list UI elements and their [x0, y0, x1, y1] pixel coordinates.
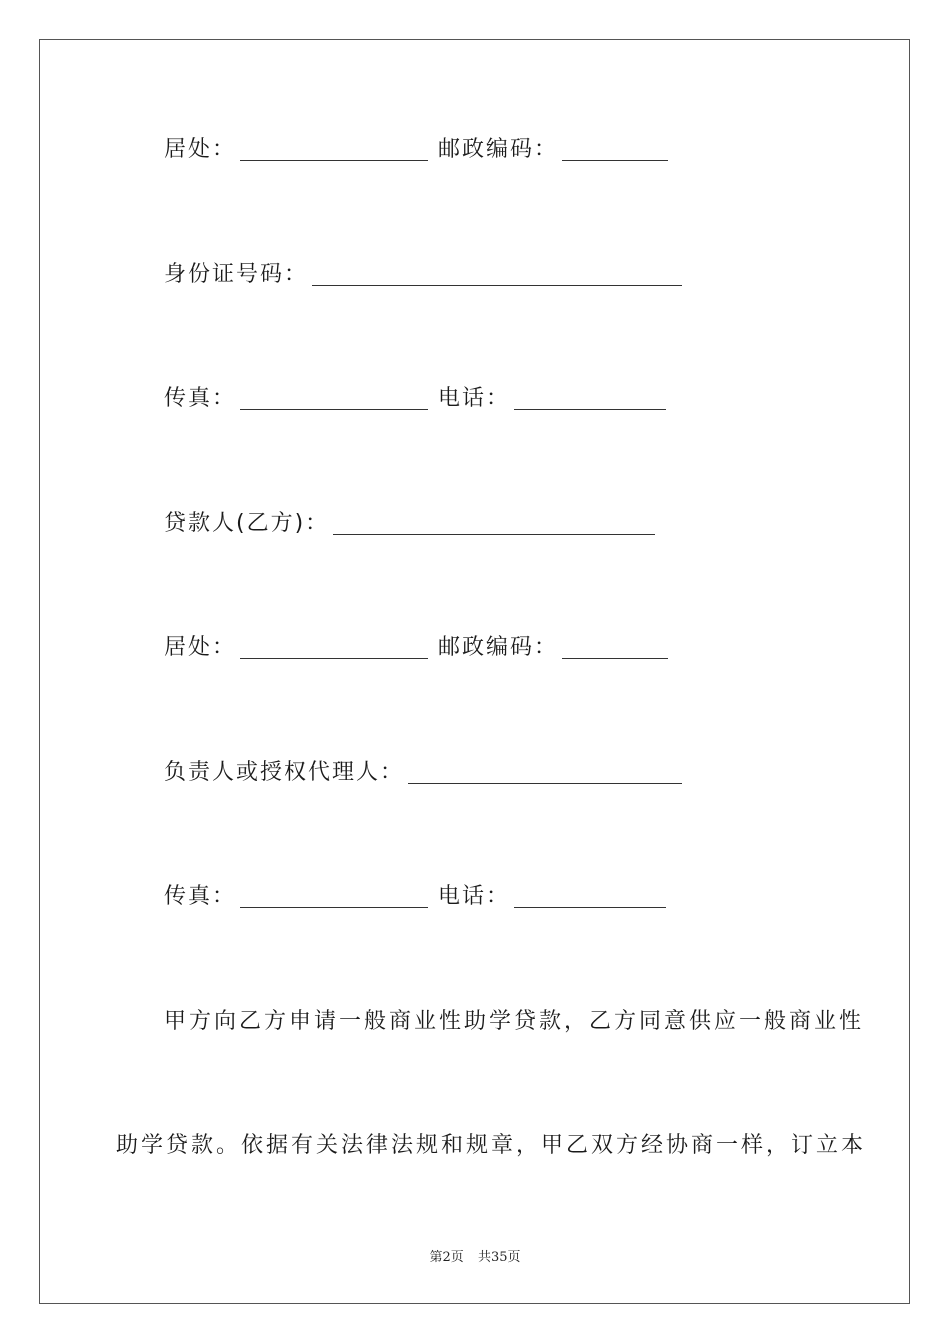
address-line-2 — [164, 632, 678, 664]
address-label: 居处： — [164, 635, 237, 660]
address-blank[interactable] — [240, 638, 428, 659]
fax-phone-line-1 — [164, 383, 676, 415]
body-text-line-1: 甲方向乙方申请一般商业性助学贷款，乙方同意供应一般商业性 — [164, 1009, 865, 1034]
fax-blank[interactable] — [240, 389, 428, 410]
id-number-line — [164, 259, 692, 291]
page-footer — [0, 1246, 950, 1265]
phone-label: 电话： — [438, 386, 511, 411]
representative-line — [164, 757, 692, 789]
fax-blank[interactable] — [240, 887, 428, 908]
postal-code-blank[interactable] — [562, 638, 668, 659]
representative-label: 负责人或授权代理人： — [164, 760, 405, 785]
lender-blank[interactable] — [333, 514, 655, 535]
fax-phone-line-2 — [164, 881, 676, 913]
page-total: 共35页 — [477, 1250, 521, 1265]
address-label: 居处： — [164, 137, 237, 162]
phone-blank[interactable] — [514, 887, 666, 908]
phone-label: 电话： — [438, 884, 511, 909]
id-number-label: 身份证号码： — [164, 262, 309, 287]
representative-blank[interactable] — [408, 763, 682, 784]
body-text-line-2: 助学贷款。依据有关法律法规和规章，甲乙双方经协商一样，订立本 — [116, 1133, 867, 1158]
postal-code-label: 邮政编码： — [438, 137, 559, 162]
address-line-1 — [164, 134, 678, 166]
postal-code-label: 邮政编码： — [438, 635, 559, 660]
address-blank[interactable] — [240, 140, 428, 161]
lender-label: 贷款人(乙方)： — [164, 511, 330, 536]
page-border — [39, 39, 910, 1304]
fax-label: 传真： — [164, 884, 237, 909]
page-number: 第2页 — [429, 1250, 464, 1265]
postal-code-blank[interactable] — [562, 140, 668, 161]
id-number-blank[interactable] — [312, 265, 682, 286]
phone-blank[interactable] — [514, 389, 666, 410]
lender-line — [164, 508, 665, 540]
fax-label: 传真： — [164, 386, 237, 411]
